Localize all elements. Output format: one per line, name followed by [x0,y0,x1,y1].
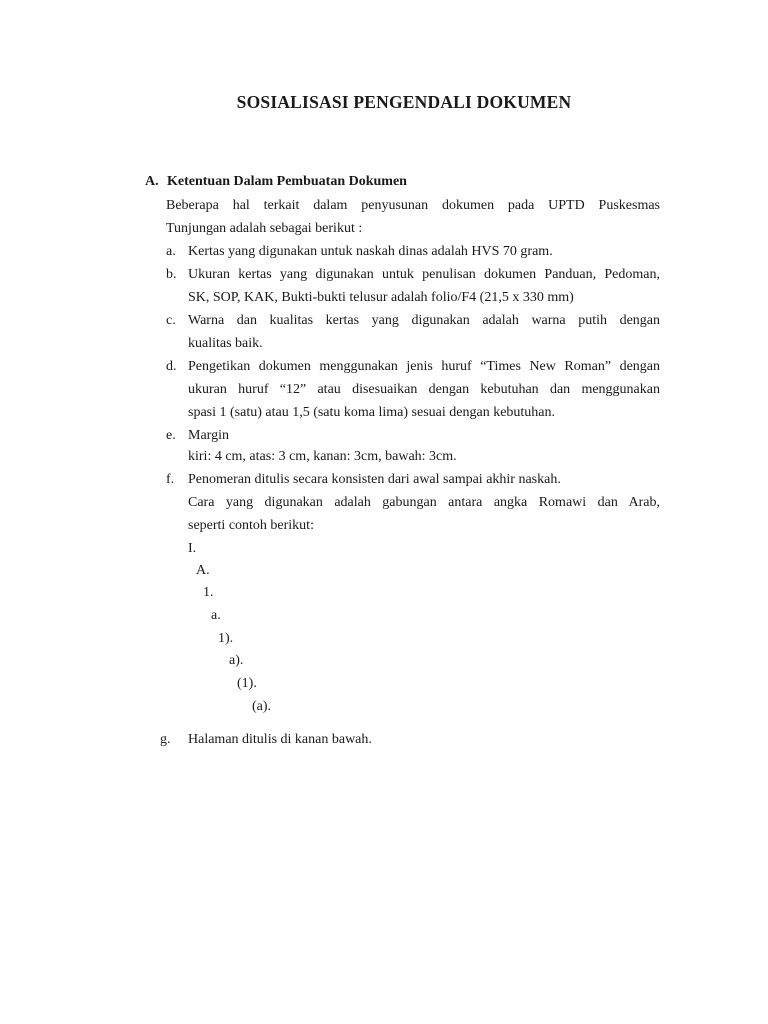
item-a-marker: a. [166,244,176,259]
numbering-example-level-2: A. [196,563,210,578]
item-g-marker: g. [160,732,171,747]
item-c-line-1: Warna dan kualitas kertas yang digunakan adalah warna putih dengan [188,313,660,328]
item-e-line-2: kiri: 4 cm, atas: 3 cm, kanan: 3cm, bawah: 3cm. [188,449,457,464]
section-marker: A. [145,174,159,189]
numbering-example-level-1: I. [188,541,197,556]
section-heading [145,174,407,190]
item-b-line-1: Ukuran kertas yang digunakan untuk penulisan dokumen Panduan, Pedoman, [188,267,660,282]
item-e-marker: e. [166,428,176,443]
item-f-line-3: seperti contoh berikut: [188,518,314,533]
item-g-text: Halaman ditulis di kanan bawah. [188,732,372,747]
numbering-example-level-4: a. [211,608,221,623]
item-f-marker: f. [166,472,175,487]
item-f-line-1: Penomeran ditulis secara konsisten dari awal sampai akhir naskah. [188,472,561,487]
item-f-line-2: Cara yang digunakan adalah gabungan antara angka Romawi dan Arab, [188,495,660,510]
intro-line-1: Beberapa hal terkait dalam penyusunan dokumen pada UPTD Puskesmas [166,198,660,213]
item-d-line-3: spasi 1 (satu) atau 1,5 (satu koma lima) sesuai dengan kebutuhan. [188,405,556,420]
item-d-line-2: ukuran huruf “12” atau disesuaikan dengan kebutuhan dan menggunakan [188,382,660,397]
numbering-example-level-3: 1. [203,585,214,600]
item-b-marker: b. [166,267,177,282]
item-b-line-2: SK, SOP, KAK, Bukti-bukti telusur adalah folio/F4 (21,5 x 330 mm) [188,290,574,305]
item-c-line-2: kualitas baik. [188,336,263,351]
numbering-example-level-7: (1). [237,676,257,691]
item-a-text: Kertas yang digunakan untuk naskah dinas adalah HVS 70 gram. [188,244,553,259]
page-title: SOSIALISASI PENGENDALI DOKUMEN [236,92,572,112]
numbering-example-level-5: 1). [218,631,234,646]
numbering-example-level-6: a). [229,653,244,668]
item-e-line-1: Margin [188,428,229,443]
intro-line-2: Tunjungan adalah sebagai berikut : [166,221,363,236]
section-heading-text: Ketentuan Dalam Pembuatan Dokumen [167,174,407,189]
item-d-marker: d. [166,359,177,374]
numbering-example-level-8: (a). [252,699,272,714]
item-c-marker: c. [166,313,176,328]
item-d-line-1: Pengetikan dokumen menggunakan jenis huruf “Times New Roman” dengan [188,359,660,374]
